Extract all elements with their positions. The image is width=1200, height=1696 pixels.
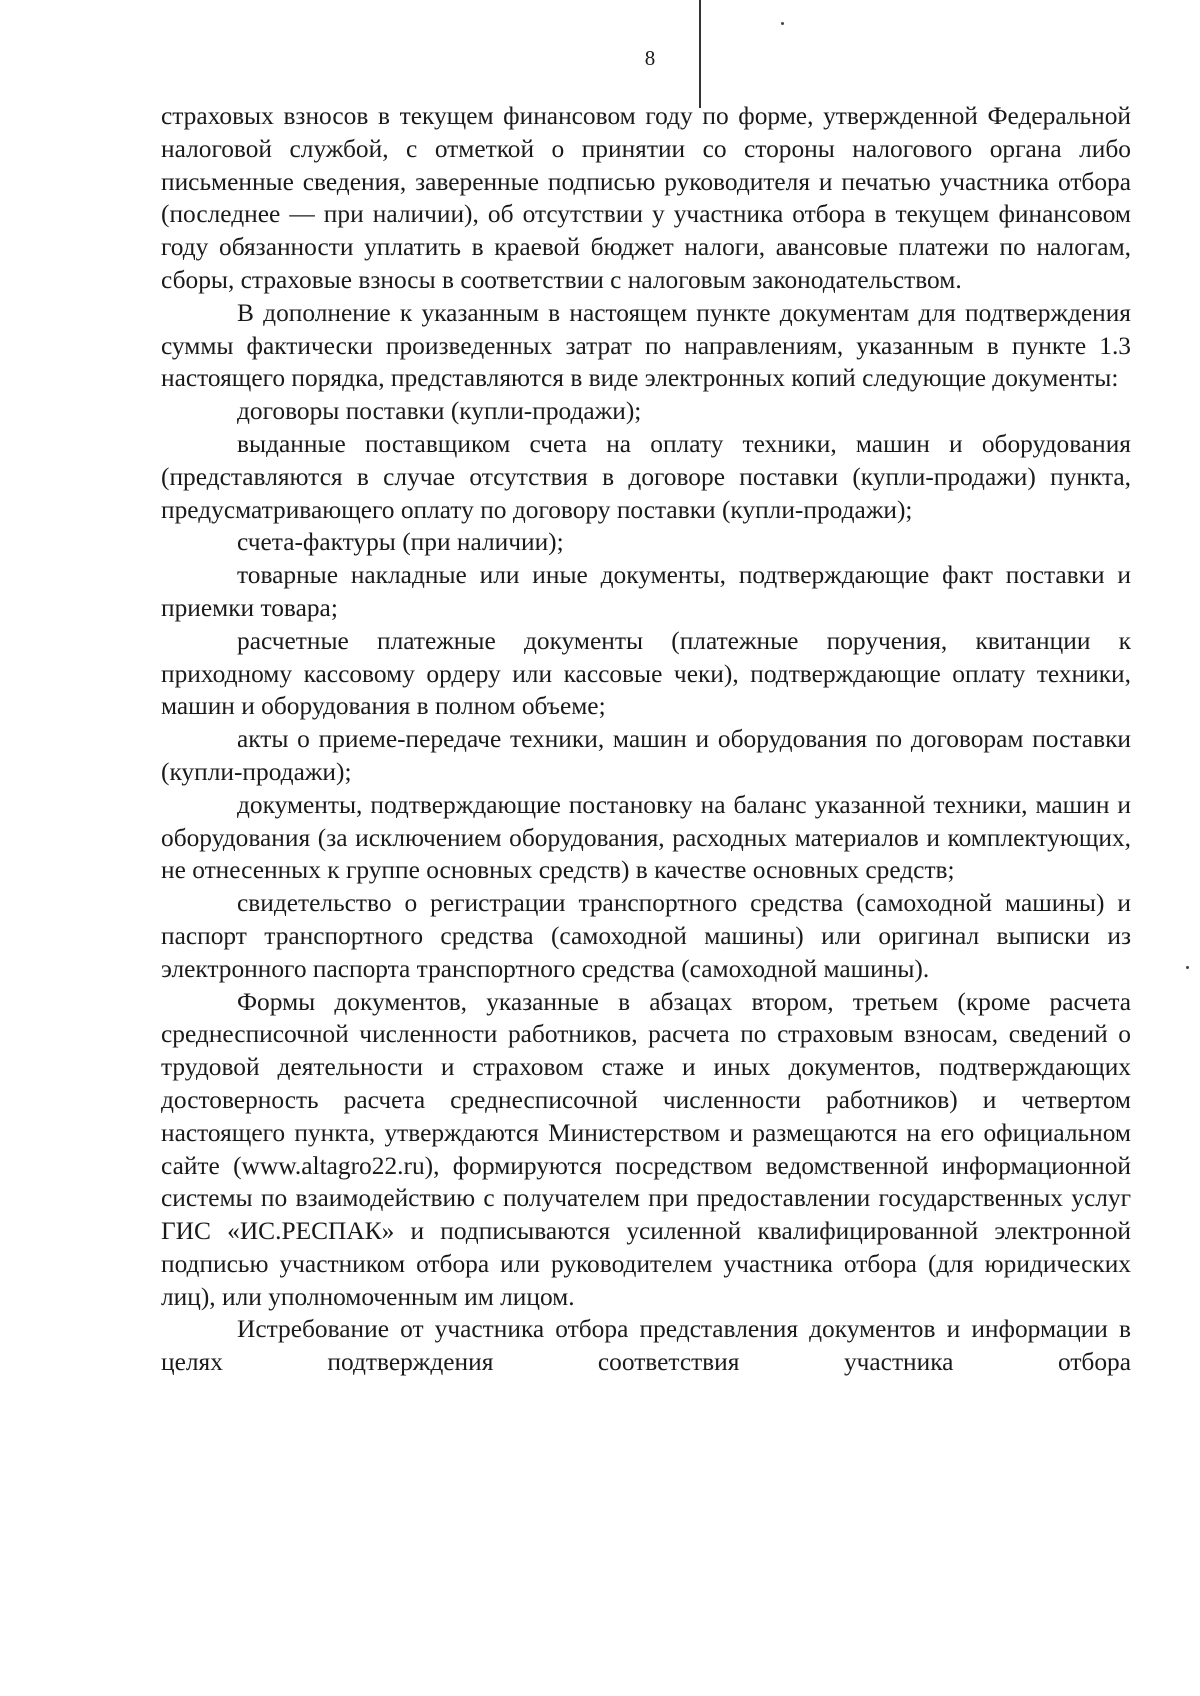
document-body	[161, 100, 1131, 1379]
paragraph: Формы документов, указанные в абзацах втором, третьем (кроме расчета среднесписочной численности работников, расчета по страховым взносам, сведений о трудовой деятельности и страховом стаже и иных документов, подтверждающих достоверность расчета среднесписочной численности работников) и четвертом настоящего пункта, утверждаются Министерством и размещаются на его официальном сайте (www.altagro22.ru), формируются посредством ведомственной информационной системы по взаимодействию с получателем при предоставлении государственных услуг ГИС «ИС.РЕСПАК» и подписываются усиленной квалифицированной электронной подписью участником отбора или руководителем участника отбора (для юридических лиц), или уполномоченным им лицом.	[161, 987, 1131, 1311]
paragraph: В дополнение к указанным в настоящем пункте документам для подтверждения суммы фактически произведенных затрат по направлениям, указанным в пункте 1.3 настоящего порядка, представляются в виде электронных копий следующие документы:	[161, 298, 1131, 393]
paragraph: страховых взносов в текущем финансовом году по форме, утвержденной Федеральной налоговой службой, с отметкой о принятии со стороны налогового органа либо письменные сведения, заверенные подписью руководителя и печатью участника отбора (последнее — при наличии), об отсутствии у участника отбора в текущем финансовом году обязанности уплатить в краевой бюджет налоги, авансовые платежи по налогам, сборы, страховые взносы в соответствии с налоговым законодательством.	[161, 102, 1131, 294]
list-item: договоры поставки (купли-продажи);	[237, 397, 642, 426]
list-item: выданные поставщиком счета на оплату техники, машин и оборудования (представляются в случае отсутствия в договоре поставки (купли-продажи) пункта, предусматривающего оплату по договору поставки (купли-продажи);	[161, 429, 1131, 524]
list-item: документы, подтверждающие постановку на баланс указанной техники, машин и оборудования (за исключением оборудования, расходных материалов и комплектующих, не отнесенных к группе основных средств) в качестве основных средств;	[161, 790, 1131, 885]
paragraph: Истребование от участника отбора представления документов и информации в целях подтверждения соответствия участника отбора	[161, 1315, 1131, 1377]
list-item: счета-фактуры (при наличии);	[237, 528, 564, 557]
list-item: товарные накладные или иные документы, подтверждающие факт поставки и приемки товара;	[161, 561, 1131, 622]
page-number: 8	[644, 46, 656, 70]
list-item: свидетельство о регистрации транспортного средства (самоходной машины) и паспорт транспортного средства (самоходной машины) или оригинал выписки из электронного паспорта транспортного средства (самоходной машины).	[161, 889, 1131, 983]
scan-artifact-dot	[781, 22, 784, 25]
list-item: акты о приеме-передаче техники, машин и оборудования по договорам поставки (купли-продажи);	[161, 725, 1131, 786]
scan-artifact-dot	[1186, 966, 1189, 969]
list-item: расчетные платежные документы (платежные поручения, квитанции к приходному кассовому ордеру или кассовые чеки), подтверждающие оплату техники, машин и оборудования в полном объеме;	[161, 626, 1131, 721]
scan-artifact-line	[699, 0, 701, 108]
